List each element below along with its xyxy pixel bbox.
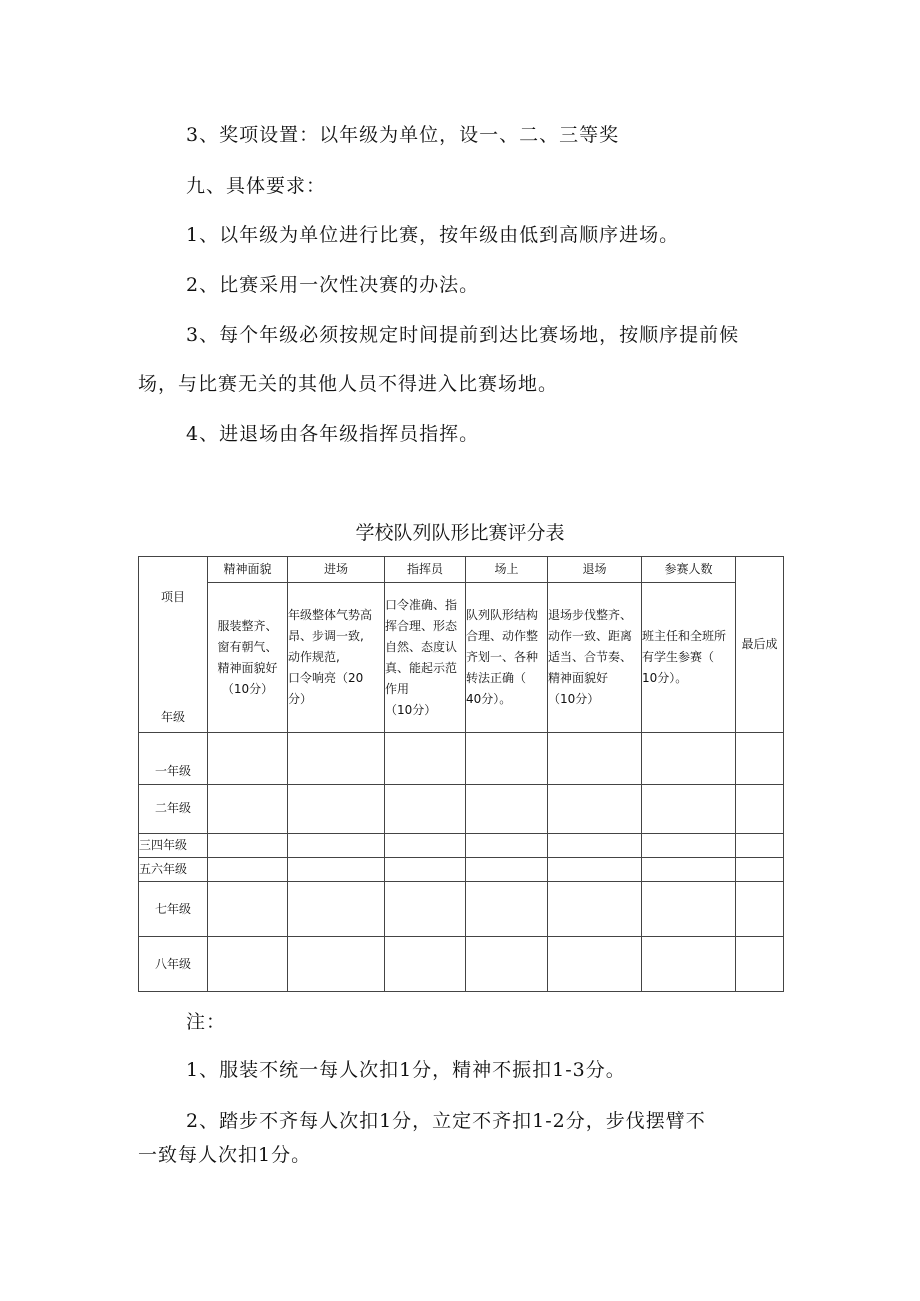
- paragraph-requirement-3b: 场，与比赛无关的其他人员不得进入比赛场地。: [138, 373, 559, 395]
- paragraph-requirement-3a: 3、每个年级必须按规定时间提前到达比赛场地，按顺序提前候: [186, 324, 740, 346]
- table-row: [139, 833, 784, 857]
- header-on-field: 场上: [466, 557, 548, 583]
- table-row: [139, 937, 784, 992]
- header-final-score: 最后成: [736, 557, 784, 733]
- table-row: [139, 858, 784, 882]
- desc-on-field: 队列队形结构 合理、动作整 齐划一、各种 转法正确（ 40分）。: [466, 583, 548, 733]
- grade-label: 七年级: [139, 882, 208, 937]
- table-title: 学校队列队形比赛评分表: [355, 522, 565, 544]
- desc-commander: 口令准确、指 挥合理、形态 自然、态度认 真、能起示范 作用 （10分）: [385, 583, 466, 733]
- table-corner-cell: [139, 557, 208, 733]
- paragraph-award-setting: 3、奖项设置：以年级为单位，设一、二、三等奖: [186, 124, 620, 146]
- paragraph-requirement-1: 1、以年级为单位进行比赛，按年级由低到高顺序进场。: [186, 224, 680, 246]
- note-1: 1、服装不统一每人次扣1分，精神不振扣1-3分。: [186, 1059, 626, 1081]
- header-participants: 参赛人数: [642, 557, 736, 583]
- header-entrance: 进场: [288, 557, 385, 583]
- score-table: [138, 556, 784, 992]
- corner-label-item: 项目: [161, 590, 186, 604]
- desc-entrance: 年级整体气势高 昂、步调一致, 动作规范, 口令响亮（20 分）: [288, 583, 385, 733]
- header-spirit: 精神面貌: [208, 557, 288, 583]
- paragraph-requirement-2: 2、比赛采用一次性决赛的办法。: [186, 274, 480, 296]
- paragraph-requirement-4: 4、进退场由各年级指挥员指挥。: [186, 423, 480, 445]
- table-row: [139, 733, 784, 785]
- table-row: [139, 785, 784, 834]
- grade-label: 一年级: [139, 733, 208, 785]
- note-2b: 一致每人次扣1分。: [138, 1144, 312, 1166]
- note-2a: 2、踏步不齐每人次扣1分，立定不齐扣1-2分，步伐摆臂不: [186, 1110, 706, 1132]
- table-row: [139, 882, 784, 937]
- desc-participants: 班主任和全班所 有学生参赛（ 10分）。: [642, 583, 736, 733]
- heading-requirements: 九、具体要求：: [186, 175, 327, 197]
- grade-label: 八年级: [139, 937, 208, 992]
- corner-label-grade: 年级: [161, 710, 186, 725]
- grade-label: 五六年级: [139, 858, 208, 882]
- grade-label: 二年级: [139, 785, 208, 834]
- desc-exit: 退场步伐整齐、 动作一致、距离 适当、合节奏、 精神面貌好 （10分）: [548, 583, 642, 733]
- grade-label: 三四年级: [139, 833, 208, 857]
- desc-spirit: 服装整齐、 窗有朝气、 精神面貌好 （10分）: [208, 583, 288, 733]
- header-exit: 退场: [548, 557, 642, 583]
- header-commander: 指挥员: [385, 557, 466, 583]
- notes-label: 注：: [186, 1011, 227, 1033]
